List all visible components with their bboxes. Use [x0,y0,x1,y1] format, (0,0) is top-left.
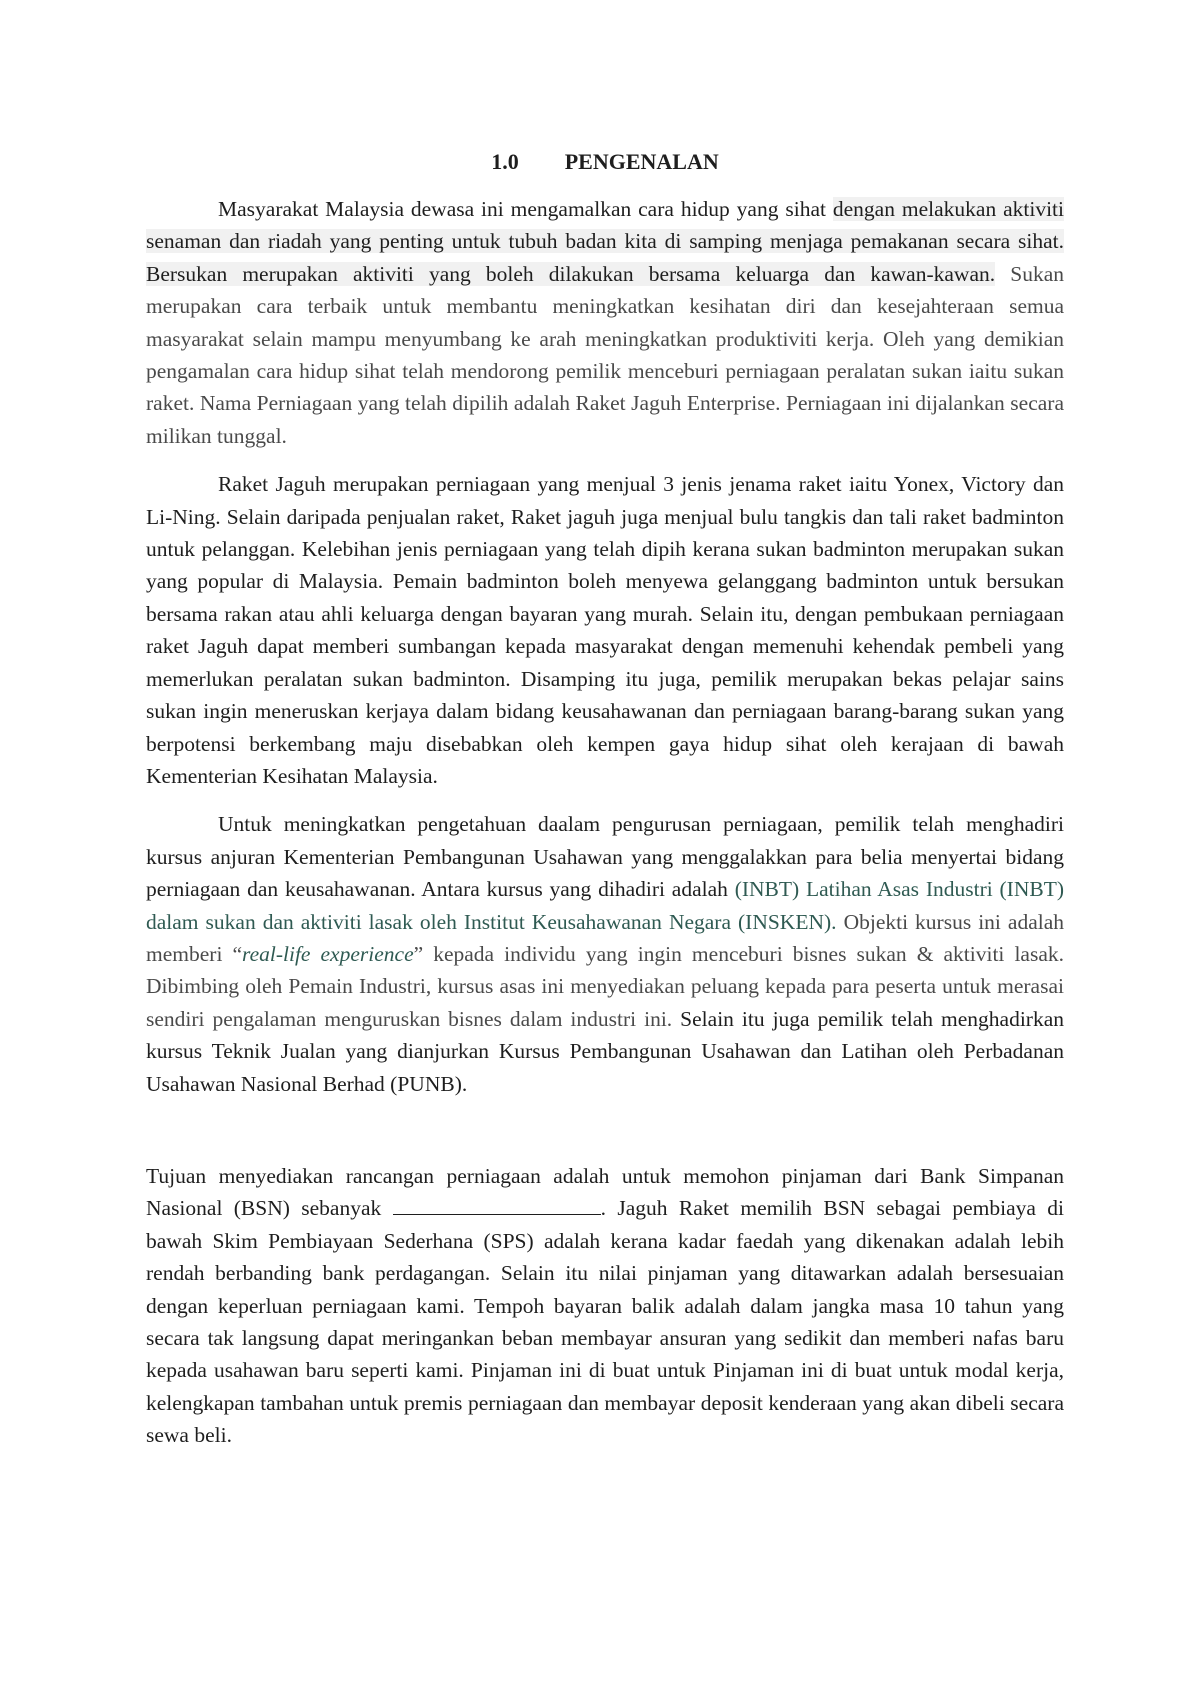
p3-italic-phrase: real-life experience [242,941,414,966]
paragraph-loan-purpose [146,1160,1064,1452]
section-number: 1.0 [491,149,519,174]
p3-sentence-2a: Objekti kursus ini adalah memberi “ [146,909,1065,966]
p3-sentence-1: Untuk meningkatkan pengetahuan daalam pengurusan perniagaan, pemilik telah menghadiri kursus anjuran Kementerian Pembangunan Usahawan yang menggalakkan para belia menyertai bidang perniagaan dan keusahawanan. Antara kursus yang dihadiri adalah [146,812,1064,902]
p1-sentence-2: dengan melakukan aktiviti senaman dan riadah yang penting untuk tubuh badan kita di samping menjaga pemakanan secara sihat. [146,197,1065,254]
paragraph-business-description [146,468,1064,792]
document-body [146,146,1064,1468]
paragraph-gap [146,1116,1064,1160]
paragraph-introduction [146,193,1064,452]
p1-sentence-1: Masyarakat Malaysia dewasa ini mengamalkan cara hidup yang sihat [218,197,826,221]
p3-sentence-2b: ” kepada individu yang ingin menceburi bisnes sukan & aktiviti lasak. Dibimbing oleh Pemain Industri, kursus asas ini menyediakan peluang kepada para peserta untuk merasai sendiri pengalaman menguruskan bisnes dalam industri ini. [146,941,1064,1031]
p1-sentence-4: Sukan merupakan cara terbaik untuk membantu meningkatkan kesihatan diri dan kesejahteraan semua masyarakat selain mampu menyumbang ke arah meningkatkan produktiviti kerja. Oleh yang demikian pengamalan cara hidup sihat telah mendorong pemilik menceburi perniagaan peralatan sukan iaitu sukan raket. Nama Perniagaan yang telah dipilih adalah Raket Jaguh Enterprise. Perniagaan ini dijalankan secara milikan tunggal. [146,261,1064,448]
p3-course-name: (INBT) Latihan Asas Industri (INBT) dalam sukan dan aktiviti lasak oleh Institut Keusahawanan Negara (INSKEN). [146,877,1064,934]
p2-text: Raket Jaguh merupakan perniagaan yang menjual 3 jenis jenama raket iaitu Yonex, Victory dan Li-Ning. Selain daripada penjualan raket, Raket jaguh juga menjual bulu tangkis dan tali raket badminton untuk pelanggan. Kelebihan jenis perniagaan yang telah dipih kerana sukan badminton merupakan sukan yang popular di Malaysia. Pemain badminton boleh menyewa gelanggang badminton untuk bersukan bersama rakan atau ahli keluarga dengan bayaran yang murah. Selain itu, dengan pembukaan perniagaan raket Jaguh dapat memberi sumbangan kepada masyarakat dengan memenuhi kehendak pembeli yang memerlukan peralatan sukan badminton. Disamping itu juga, pemilik merupakan bekas pelajar sains sukan ingin meneruskan kerjaya dalam bidang keusahawanan dan perniagaan barang-barang sukan yang berpotensi berkembang maju disebabkan oleh kempen gaya hidup sihat oleh kerajaan di bawah Kementerian Kesihatan Malaysia. [146,472,1064,788]
paragraph-courses [146,808,1064,1100]
loan-amount-blank [393,1194,601,1215]
section-title: PENGENALAN [564,149,719,174]
p4-sentence-2: . Jaguh Raket memilih BSN sebagai pembiaya di bawah Skim Pembiayaan Sederhana (SPS) adalah kerana kadar faedah yang dikenakan adalah lebih rendah berbanding bank perdagangan. Selain itu nilai pinjaman yang ditawarkan adalah bersesuaian dengan keperluan perniagaan kami. Tempoh bayaran balik adalah dalam jangka masa 10 tahun yang secara tak langsung dapat meringankan beban membayar ansuran yang sedikit dan memberi nafas baru kepada usahawan baru seperti kami. Pinjaman ini di buat untuk Pinjaman ini di buat untuk modal kerja, kelengkapan tambahan untuk premis perniagaan dan membayar deposit kenderaan yang akan dibeli secara sewa beli. [146,1196,1064,1448]
p1-sentence-3: Bersukan merupakan aktiviti yang boleh dilakukan bersama keluarga dan kawan-kawan. [146,261,996,286]
p3-sentence-3: Selain itu juga pemilik telah menghadirkan kursus Teknik Jualan yang dianjurkan Kursus Pembangunan Usahawan dan Latihan oleh Perbadanan Usahawan Nasional Berhad (PUNB). [146,1006,1064,1096]
section-heading [146,146,1064,178]
p4-sentence-1: Tujuan menyediakan rancangan perniagaan adalah untuk memohon pinjaman dari Bank Simpanan Nasional (BSN) sebanyak [146,1163,1064,1221]
